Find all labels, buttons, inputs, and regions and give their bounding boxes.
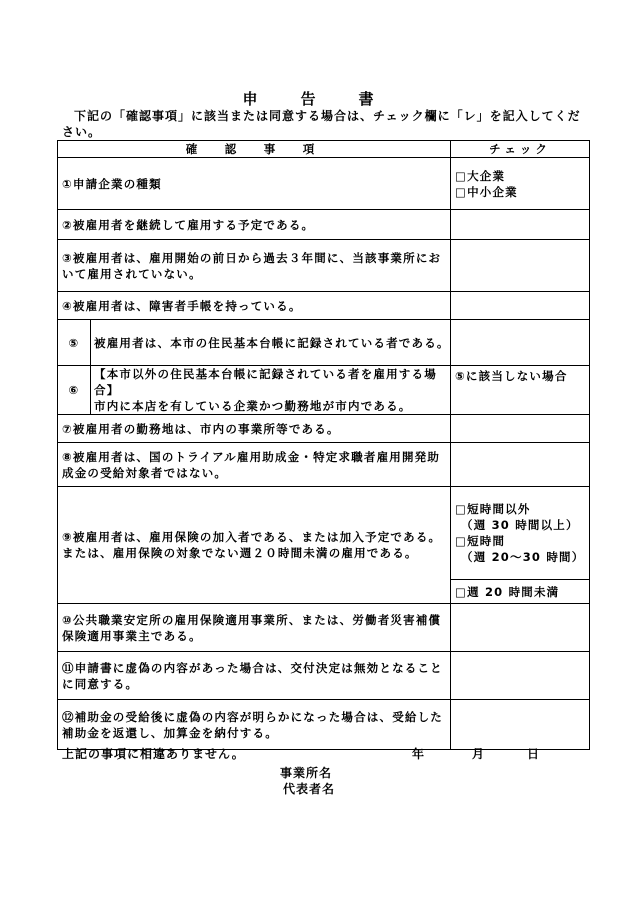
row-11-check[interactable] <box>451 652 590 700</box>
row-6-check[interactable] <box>451 366 590 415</box>
table-header-row <box>58 141 590 158</box>
row-6-condition: 【本市以外の住民基本台帳に記録されている者を雇用する場合】 <box>94 367 437 397</box>
row-10-text: ⑩公共職業安定所の雇用保険適用事業所、または、労働者災害補償保険適用事業主である。 <box>58 604 451 652</box>
option-non-short-time[interactable]: □短時間以外 <box>455 502 531 516</box>
table-row <box>58 158 590 210</box>
confirmation-table <box>57 140 590 750</box>
office-name-label: 事業所名 <box>280 766 333 780</box>
row-6-number: ⑥ <box>58 366 91 415</box>
row-6-statement: 市内に本店を有している企業かつ勤務地が市内である。 <box>94 399 412 413</box>
option-under-20-hours[interactable]: □週 20 時間未満 <box>455 584 560 599</box>
row-5-check[interactable] <box>451 320 590 366</box>
page-title: 申 告 書 <box>242 90 388 108</box>
option-short-time[interactable]: □短時間 <box>455 534 506 548</box>
representative-name-label: 代表者名 <box>283 782 336 796</box>
row-4-check[interactable] <box>451 292 590 320</box>
row-9-check-upper[interactable] <box>451 487 590 580</box>
row-7-text: ⑦被雇用者の勤務地は、市内の事業所等である。 <box>58 415 451 443</box>
footer-line <box>62 745 592 762</box>
option-sme[interactable]: □中小企業 <box>455 184 518 199</box>
row-2-check[interactable] <box>451 210 590 240</box>
table-row <box>58 487 590 580</box>
row-3-text: ③被雇用者は、雇用開始の前日から過去３年間に、当該事業所において雇用されていない。 <box>58 240 451 292</box>
row-1-text: ①申請企業の種類 <box>58 158 451 210</box>
declaration-statement: 上記の事項に相違ありません。 <box>62 747 245 761</box>
table-row <box>58 415 590 443</box>
header-item: 確 認 事 項 <box>58 141 451 158</box>
option-large-company[interactable]: □大企業 <box>455 168 506 183</box>
date-day-label: 日 <box>527 747 541 761</box>
header-check: チェック <box>451 141 590 158</box>
row-1-check[interactable] <box>451 158 590 210</box>
row-10-check[interactable] <box>451 604 590 652</box>
table-row <box>58 210 590 240</box>
row-6-text <box>91 366 451 415</box>
table-row <box>58 443 590 487</box>
row-11-text: ⑪申請書に虚偽の内容があった場合は、交付決定は無効となることに同意する。 <box>58 652 451 700</box>
row-5-text: 被雇用者は、本市の住民基本台帳に記録されている者である。 <box>91 320 451 366</box>
row-8-text: ⑧被雇用者は、国のトライアル雇用助成金・特定求職者雇用開発助成金の受給対象者ではない。 <box>58 443 451 487</box>
table-row <box>58 604 590 652</box>
row-5-number: ⑤ <box>58 320 91 366</box>
row-8-check[interactable] <box>451 443 590 487</box>
table-row <box>58 700 590 750</box>
row-7-check[interactable] <box>451 415 590 443</box>
row-9-text: ⑨被雇用者は、雇用保険の加入者である、または加入予定である。または、雇用保険の対象でない週２０時間未満の雇用である。 <box>58 487 451 604</box>
table-row <box>58 366 590 415</box>
row-3-check[interactable] <box>451 240 590 292</box>
table-row <box>58 240 590 292</box>
date-month-label: 月 <box>472 747 486 761</box>
table-row <box>58 292 590 320</box>
row-6-check-note: ⑤に該当しない場合 <box>455 369 568 383</box>
table-row <box>58 652 590 700</box>
table-row <box>58 320 590 366</box>
row-9-check-lower[interactable] <box>451 580 590 604</box>
row-12-text: ⑫補助金の受給後に虚偽の内容が明らかになった場合は、受給した補助金を返還し、加算金を納付する。 <box>58 700 451 750</box>
intro-text: 下記の「確認事項」に該当または同意する場合は、チェック欄に「レ」を記入してください。 <box>62 109 581 139</box>
row-12-check[interactable] <box>451 700 590 750</box>
row-2-text: ②被雇用者を継続して雇用する予定である。 <box>58 210 451 240</box>
date-year-label: 年 <box>412 747 426 761</box>
option-short-time-note: （週 20～30 時間） <box>461 550 585 564</box>
option-non-short-time-note: （週 30 時間以上） <box>461 518 579 532</box>
row-4-text: ④被雇用者は、障害者手帳を持っている。 <box>58 292 451 320</box>
